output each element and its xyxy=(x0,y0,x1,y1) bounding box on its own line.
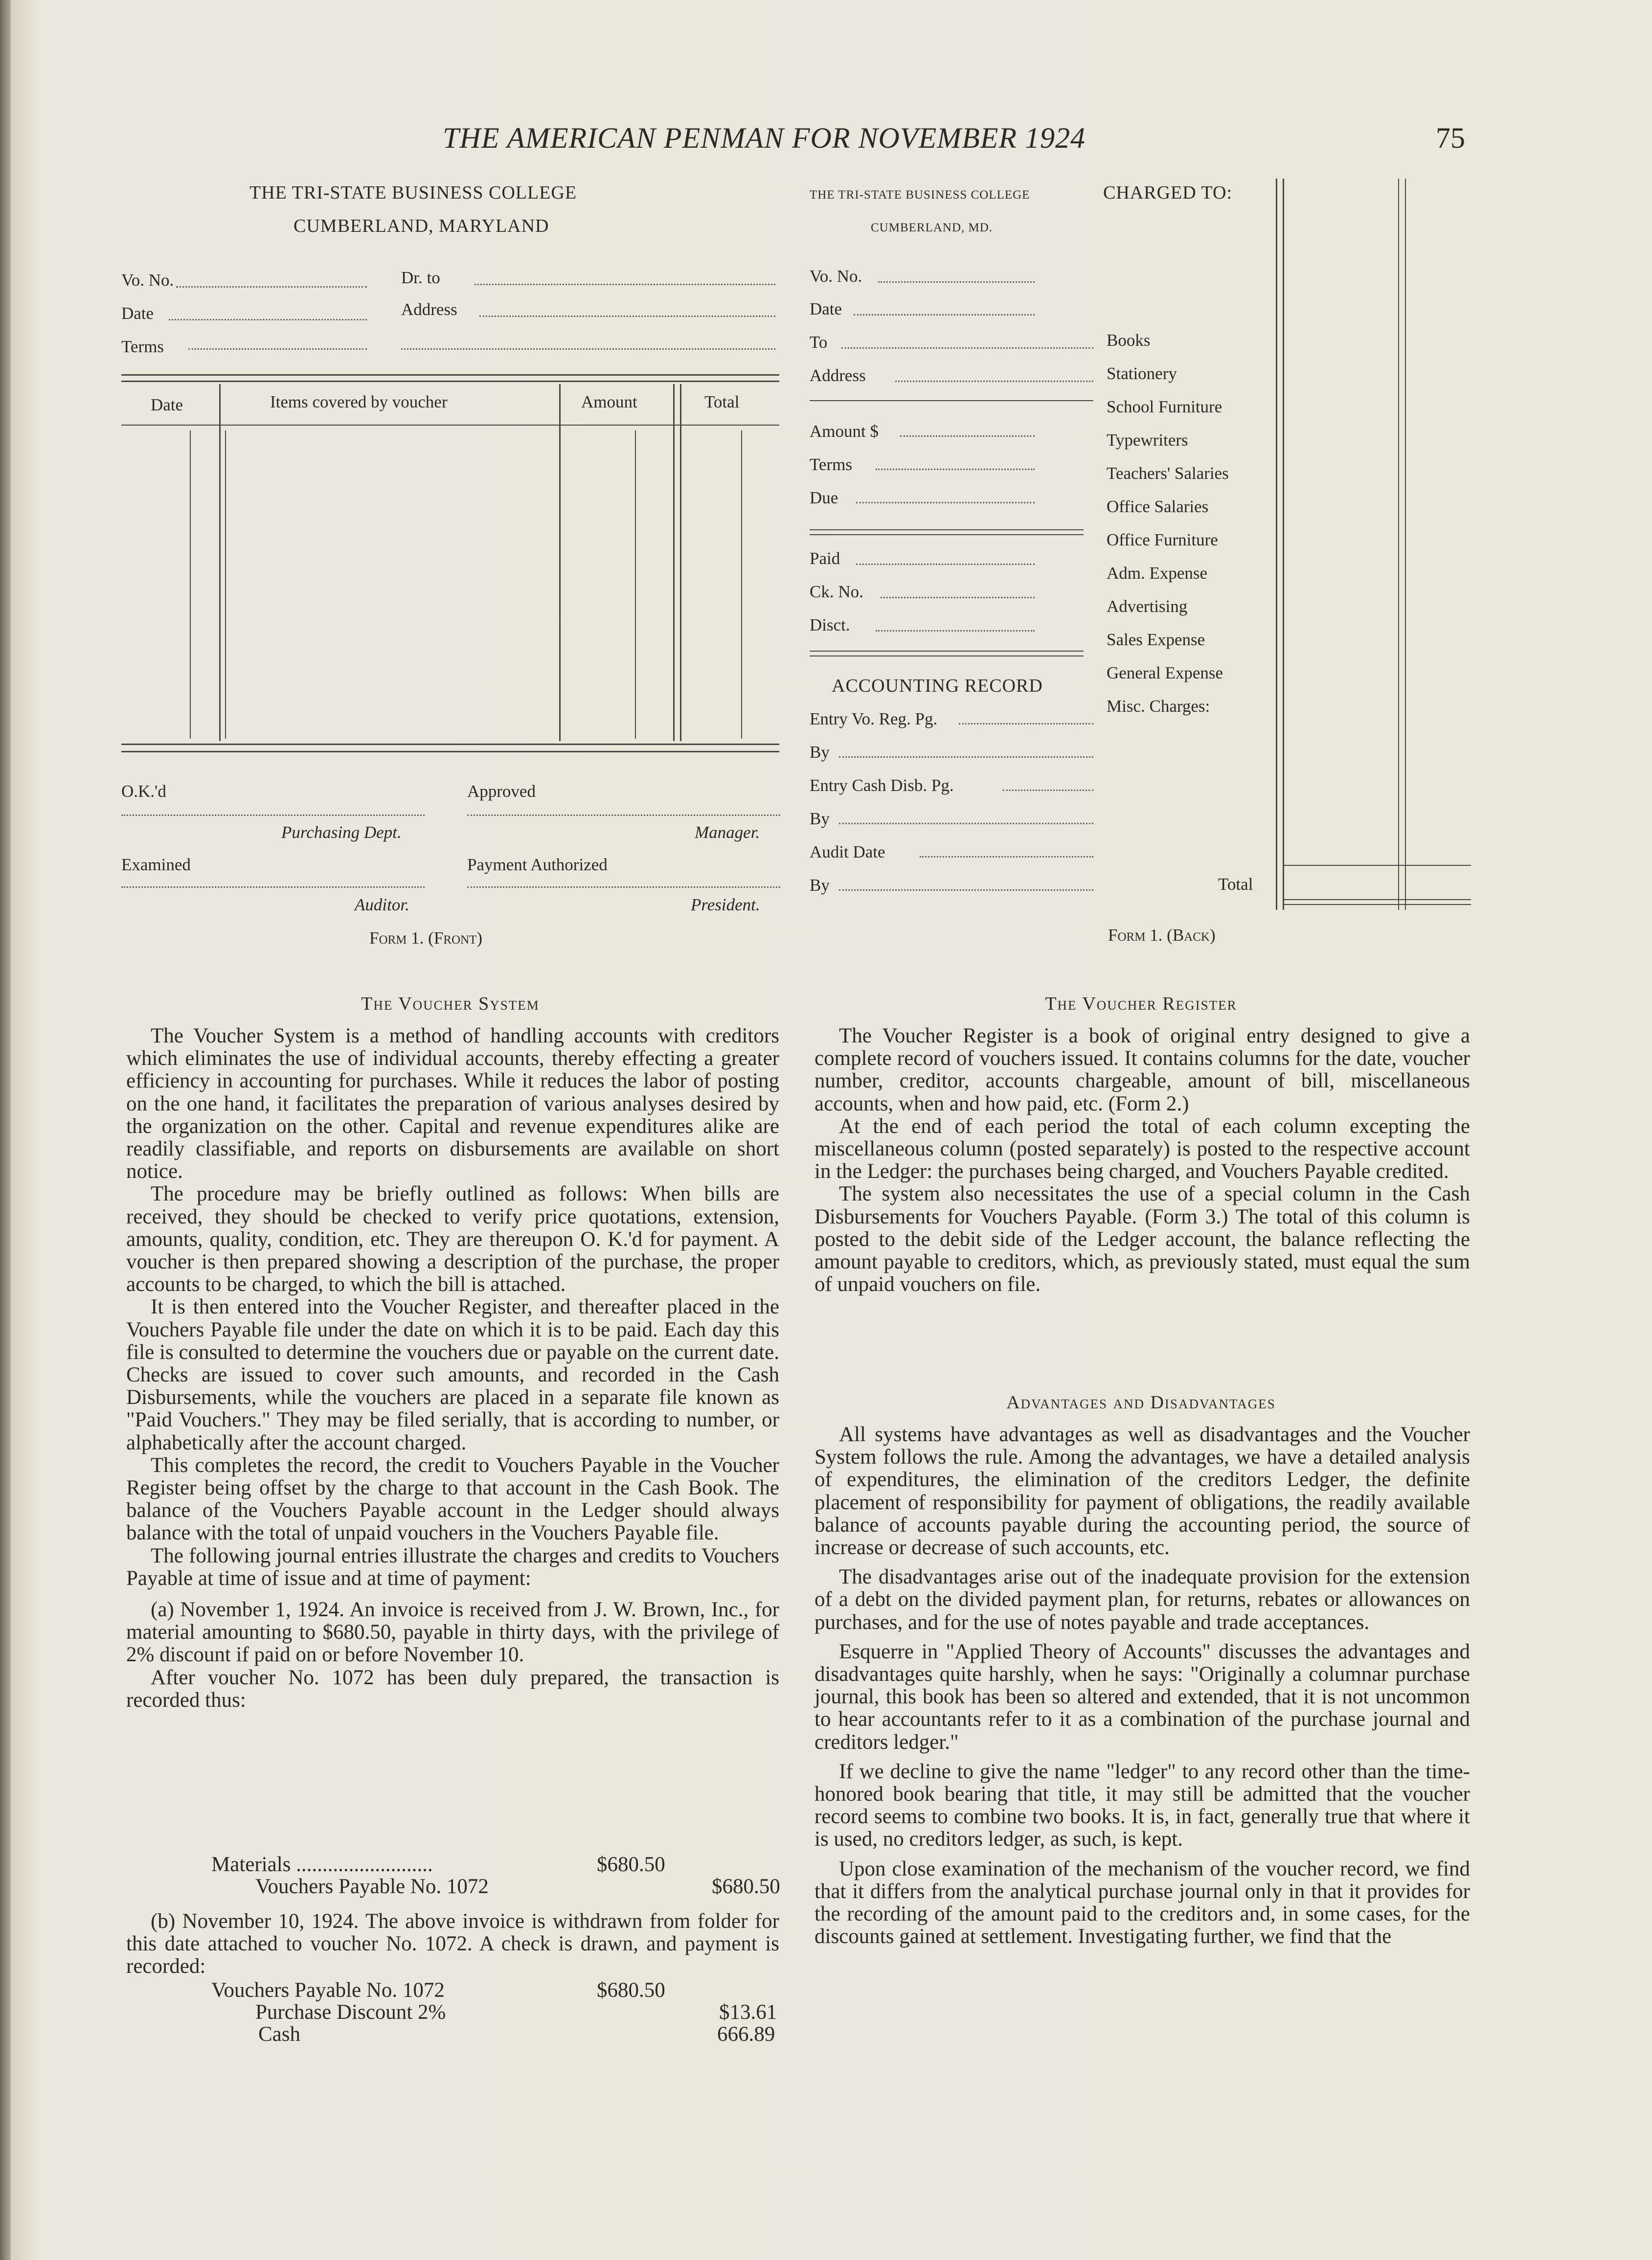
paragraph: All systems have advantages as well as disadvantages and the Voucher System follows the rule. Among the advantages, we have a detailed analysis of expenditures, the elimination of the creditors Ledger, the definite placement of responsibility for payment of obligations, the readily available balance of accounts payable during the accounting period, the source of increase or decrease of such accounts, etc. xyxy=(815,1423,1470,1559)
fill-line xyxy=(900,435,1035,437)
total-label: Total xyxy=(1218,875,1253,894)
paragraph: The Voucher System is a method of handling accounts with creditors which eliminates the use of individual accounts, thereby effecting a greater efficiency in accounting for purchases. While it reduces the labor of posting on the one hand, it facilitates the preparation of various analyses desired by the organization on the other. Capital and revenue expenditures alike are readily classifiable, and reports on disbursements are available on short notice. xyxy=(126,1024,779,1183)
sign-line xyxy=(467,814,780,816)
fill-line xyxy=(856,502,1035,503)
label-dr-to: Dr. to xyxy=(401,268,440,287)
paragraph: The following journal entries illustrate the charges and credits to Vouchers Payable at time of issue and at time of payment: xyxy=(126,1544,779,1590)
rule xyxy=(810,534,1084,535)
fill-line xyxy=(876,630,1035,632)
journal-credit: Purchase Discount 2% xyxy=(255,2001,446,2024)
label-purchasing: Purchasing Dept. xyxy=(281,823,402,842)
sign-line xyxy=(121,814,425,816)
paragraph: Upon close examination of the mechanism of the voucher record, we find that it differs from the analytical purchase journal only in that it provides for the recording of the amount paid to the creditors and, in some cases, for the discounts gained at settlement. Investigating further, we find that the xyxy=(815,1857,1470,1948)
col-divider xyxy=(1276,179,1277,910)
form-front-college: THE TRI-STATE BUSINESS COLLEGE xyxy=(249,182,577,203)
fill-line xyxy=(876,469,1035,470)
page-number: 75 xyxy=(1436,122,1465,154)
label-okd: O.K.'d xyxy=(121,782,166,801)
fill-line xyxy=(839,889,1093,891)
label-vo-no: Vo. No. xyxy=(121,271,174,290)
running-title: THE AMERICAN PENMAN FOR NOVEMBER 1924 xyxy=(443,122,1086,154)
right-article-body xyxy=(815,1025,1470,1296)
form-back-city: CUMBERLAND, MD. xyxy=(871,221,993,234)
record-line: By xyxy=(810,809,830,828)
back-field-to: To xyxy=(810,333,828,352)
back-field-amount: Amount $ xyxy=(810,422,879,441)
account-item: School Furniture xyxy=(1107,397,1222,416)
fill-line xyxy=(169,319,367,320)
back-field-paid: Paid xyxy=(810,549,840,568)
back-field-address: Address xyxy=(810,366,866,385)
account-item: Advertising xyxy=(1107,597,1188,616)
paragraph: If we decline to give the name "ledger" to any record other than the time-honored book bearing that title, it may still be admitted that the voucher record seems to combine two books. It is, in fact, generally true that where it is used, no creditors ledger, as such, is kept. xyxy=(815,1760,1470,1851)
fill-line xyxy=(479,316,775,317)
label-manager: Manager. xyxy=(695,823,760,842)
paragraph: The procedure may be briefly outlined as follows: When bills are received, they should be checked to verify price quotations, extension, amounts, quality, condition, etc. They are thereupon O. K.'d for payment. A voucher is then prepared showing a description of the purchase, the proper accounts to be charged, to which the bill is attached. xyxy=(126,1182,779,1296)
fill-line xyxy=(878,281,1035,283)
journal-amount: $13.61 xyxy=(719,2001,777,2024)
record-line: By xyxy=(810,743,830,762)
paragraph: At the end of each period the total of each column excepting the miscellaneous column (posted separately) is posted to the respective account in the Ledger: the purchases being charged, and Vouchers Payable credited. xyxy=(815,1114,1470,1183)
fill-line xyxy=(856,564,1035,565)
record-line: Entry Vo. Reg. Pg. xyxy=(810,709,938,728)
col-divider xyxy=(741,430,742,739)
caption-form-back: Form 1. (Back) xyxy=(1108,926,1216,945)
label-examined: Examined xyxy=(121,855,191,874)
rule xyxy=(121,381,779,382)
paragraph: Esquerre in "Applied Theory of Accounts" discusses the advantages and disadvantages quite harshly, when he says: "Originally a columnar purchase journal, this book has been so altered and extended, that it is not uncommon to hear accountants refer to it as a combination of the purchase journal and creditors ledger." xyxy=(815,1640,1470,1754)
paragraph: This completes the record, the credit to Vouchers Payable in the Voucher Register being offset by the charge to that account in the Cash Book. The balance of the Vouchers Payable account in the Ledger should always balance with the total of unpaid vouchers in the Vouchers Payable file. xyxy=(126,1453,779,1545)
col-divider xyxy=(219,384,221,741)
rule xyxy=(1283,865,1471,866)
label-terms: Terms xyxy=(121,337,164,356)
record-line: Entry Cash Disb. Pg. xyxy=(810,776,954,795)
record-line: By xyxy=(810,876,830,895)
back-field-due: Due xyxy=(810,488,838,507)
fill-line xyxy=(839,756,1093,758)
account-item: General Expense xyxy=(1107,663,1223,682)
rule xyxy=(121,751,779,752)
fill-line xyxy=(881,597,1035,598)
account-item: Office Salaries xyxy=(1107,497,1209,516)
fill-line xyxy=(841,347,1093,349)
back-field-ck-no: Ck. No. xyxy=(810,582,863,601)
rule xyxy=(810,655,1084,656)
account-item: Stationery xyxy=(1107,364,1177,383)
label-approved: Approved xyxy=(467,782,536,801)
article-heading-voucher-register: The Voucher Register xyxy=(1045,994,1237,1014)
left-article-body-2 xyxy=(126,1910,779,1978)
paragraph: (a) November 1, 1924. An invoice is received from J. W. Brown, Inc., for material amounting to $680.50, payable in thirty days, with the privilege of 2% discount if paid on or before November 10. xyxy=(126,1598,779,1667)
col-divider xyxy=(673,384,675,741)
rule xyxy=(121,744,779,745)
rule xyxy=(121,374,779,376)
account-item: Typewriters xyxy=(1107,430,1188,450)
paragraph: The system also necessitates the use of a special column in the Cash Disbursements for Vouchers Payable. (Form 3.) The total of this column is posted to the debit side of the Ledger account, the balance reflecting the amount payable to creditors, which, as previously stated, must equal the sum of unpaid vouchers on file. xyxy=(815,1182,1470,1296)
journal-amount: $680.50 xyxy=(597,1979,665,2002)
col-divider xyxy=(1405,179,1406,910)
col-head-total: Total xyxy=(704,392,740,411)
fill-line xyxy=(176,286,367,288)
col-divider xyxy=(559,384,561,741)
label-address: Address xyxy=(401,300,457,319)
charged-to-heading: CHARGED TO: xyxy=(1103,182,1233,203)
col-divider xyxy=(635,430,636,739)
label-date: Date xyxy=(121,304,154,323)
account-item: Sales Expense xyxy=(1107,630,1205,649)
account-item: Misc. Charges: xyxy=(1107,697,1210,716)
paragraph: It is then entered into the Voucher Register, and thereafter placed in the Vouchers Payable file under the date on which it is to be paid. Each day this file is consulted to determine the vouchers due or payable on the current date. Checks are issued to cover such amounts, and recorded in the Cash Disbursements, while the vouchers are placed in a separate file known as "Paid Vouchers." They may be filed serially, that is according to number, or alphabetically after the account charged. xyxy=(126,1295,779,1454)
fill-line xyxy=(188,348,367,350)
account-item: Office Furniture xyxy=(1107,530,1218,549)
paragraph: After voucher No. 1072 has been duly prepared, the transaction is recorded thus: xyxy=(126,1666,779,1712)
record-line: Audit Date xyxy=(810,842,885,861)
paragraph: The disadvantages arise out of the inadequate provision for the extension of a debt on the divided payment plan, for returns, rebates or allowances on purchases, and for the use of notes payable and trade acceptances. xyxy=(815,1565,1470,1634)
col-divider xyxy=(225,430,226,739)
fill-line xyxy=(839,823,1093,824)
article-heading-advantages: Advantages and Disadvantages xyxy=(1006,1392,1276,1413)
book-spine-shadow xyxy=(0,0,11,2260)
rule xyxy=(1283,899,1471,900)
accounting-record-heading: ACCOUNTING RECORD xyxy=(832,676,1043,696)
account-item: Books xyxy=(1107,331,1151,350)
rule xyxy=(1283,904,1471,905)
col-head-date: Date xyxy=(151,395,183,414)
fill-line xyxy=(1003,790,1093,791)
label-president: President. xyxy=(691,895,760,914)
back-field-date: Date xyxy=(810,299,842,318)
fill-line xyxy=(920,856,1093,858)
paragraph: The Voucher Register is a book of original entry designed to give a complete record of vouchers issued. It contains columns for the date, voucher number, creditor, accounts chargeable, amount of bill, miscellaneous accounts, when and how paid, etc. (Form 2.) xyxy=(815,1024,1470,1115)
journal-debit: Materials .......................... xyxy=(211,1853,433,1876)
journal-amount: $680.50 xyxy=(597,1853,665,1876)
col-head-items: Items covered by voucher xyxy=(270,392,448,411)
left-article-body xyxy=(126,1025,779,1712)
sign-line xyxy=(121,886,425,888)
fill-line xyxy=(959,723,1093,724)
col-divider xyxy=(1283,179,1284,910)
col-head-amount: Amount xyxy=(581,392,637,411)
sign-line xyxy=(467,886,780,888)
right-article-body-2 xyxy=(815,1424,1470,1948)
form-front-city: CUMBERLAND, MARYLAND xyxy=(294,216,549,236)
col-divider xyxy=(190,430,191,739)
account-item: Adm. Expense xyxy=(1107,564,1208,583)
journal-amount: 666.89 xyxy=(717,2023,775,2046)
journal-credit: Vouchers Payable No. 1072 xyxy=(255,1875,489,1898)
back-field-terms: Terms xyxy=(810,455,852,474)
fill-line xyxy=(854,314,1035,316)
back-field-vo-no: Vo. No. xyxy=(810,267,862,286)
caption-form-front: Form 1. (Front) xyxy=(369,928,483,948)
rule xyxy=(810,529,1084,530)
label-auditor: Auditor. xyxy=(355,895,409,914)
col-divider xyxy=(680,384,681,741)
article-heading-voucher-system: The Voucher System xyxy=(361,994,540,1014)
rule xyxy=(810,651,1084,652)
journal-debit: Vouchers Payable No. 1072 xyxy=(211,1979,445,2002)
journal-credit: Cash xyxy=(258,2023,300,2046)
fill-line xyxy=(475,284,775,285)
rule xyxy=(810,400,1093,401)
col-divider xyxy=(1398,179,1399,910)
label-payment-authorized: Payment Authorized xyxy=(467,855,608,874)
journal-amount: $680.50 xyxy=(712,1875,780,1898)
fill-line xyxy=(401,348,775,350)
paragraph: (b) November 10, 1924. The above invoice is withdrawn from folder for this date attached to voucher No. 1072. A check is drawn, and payment is recorded: xyxy=(126,1910,779,1978)
form-back-college: THE TRI-STATE BUSINESS COLLEGE xyxy=(810,188,1030,202)
back-field-disct: Disct. xyxy=(810,615,850,634)
fill-line xyxy=(895,381,1093,382)
account-item: Teachers' Salaries xyxy=(1107,464,1229,483)
